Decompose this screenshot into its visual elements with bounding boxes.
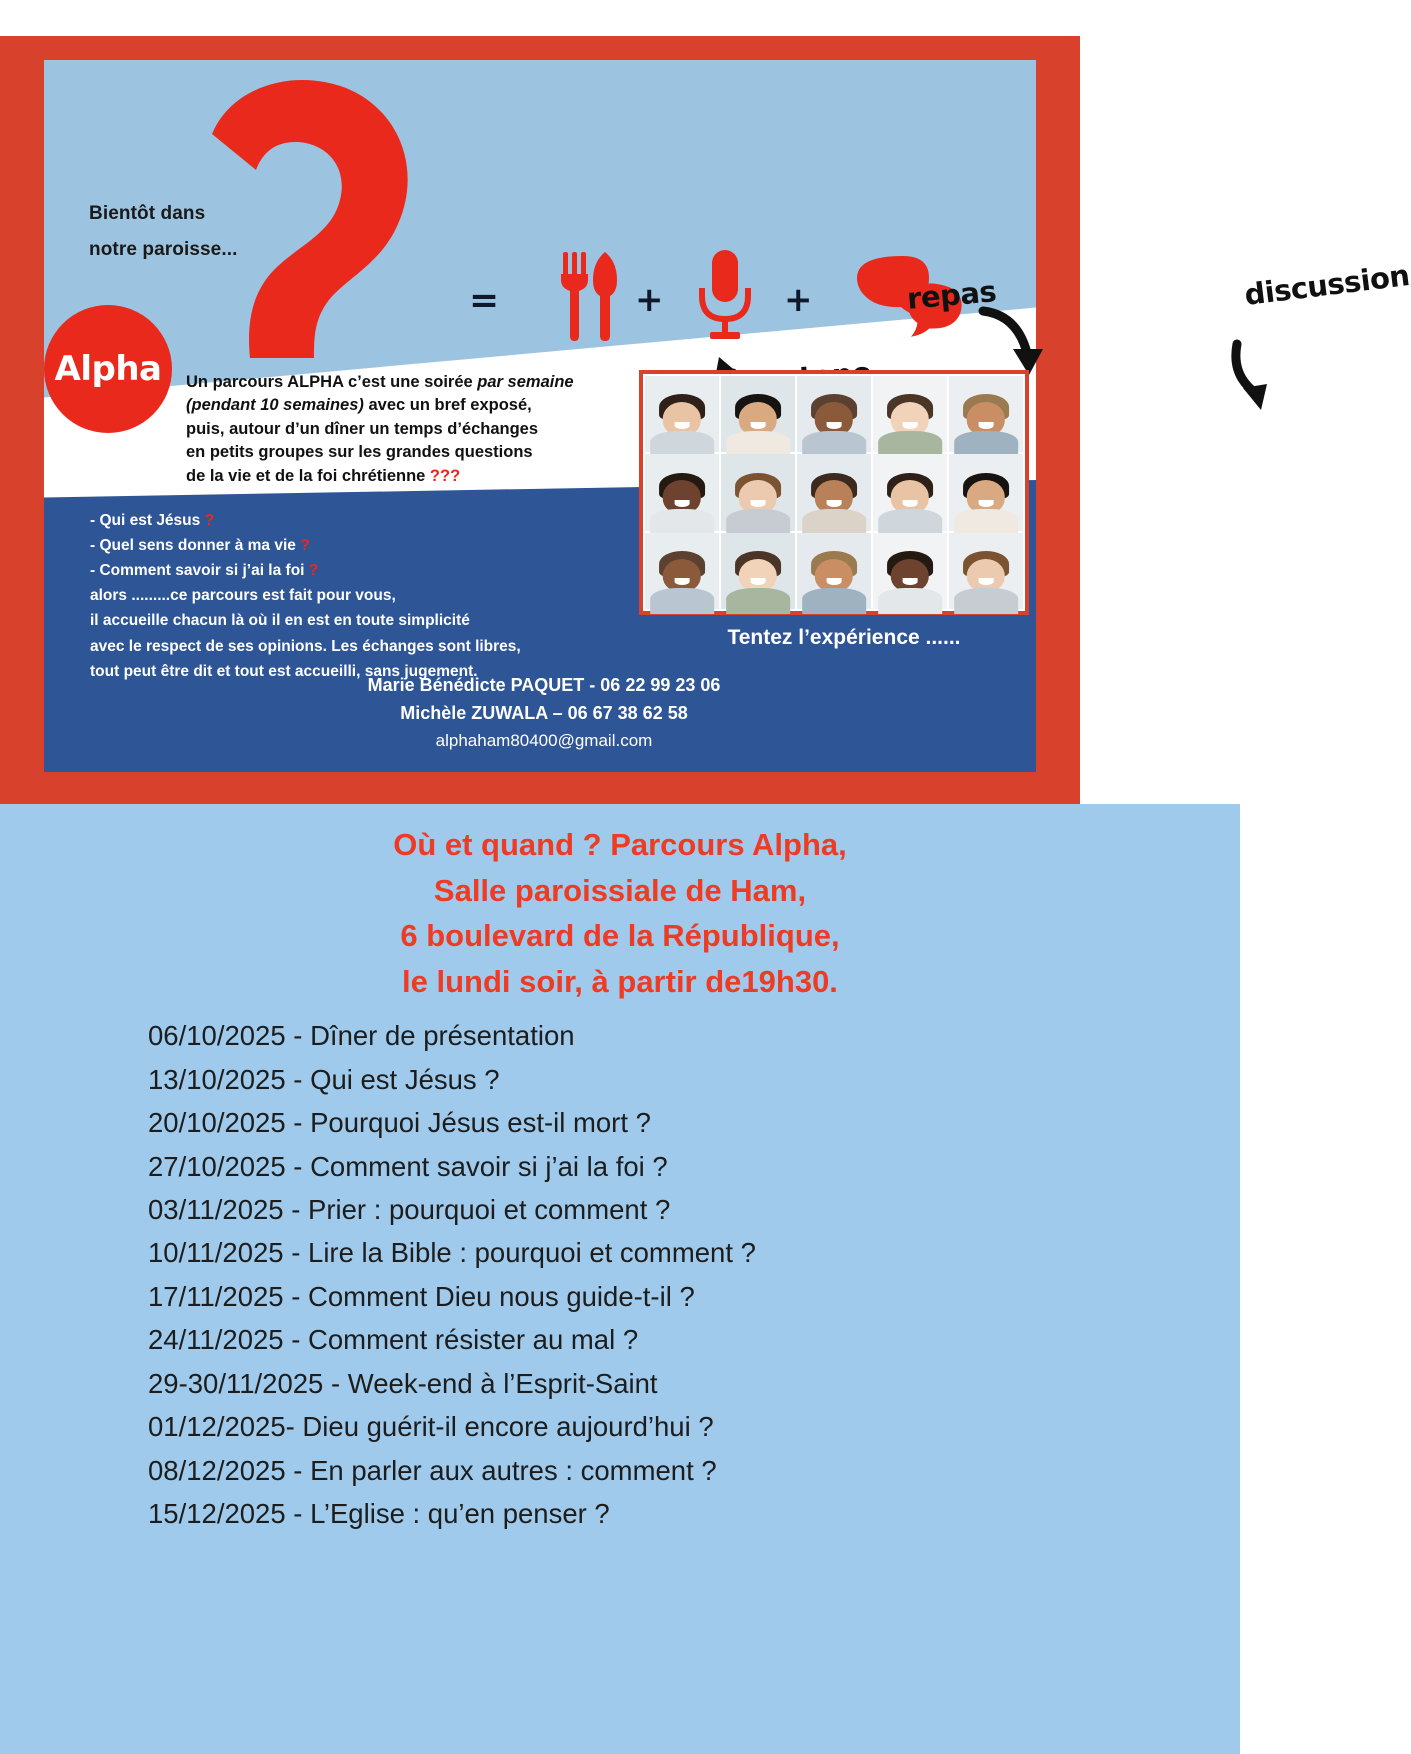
participant-photo xyxy=(873,376,947,452)
session-item: 27/10/2025 - Comment savoir si j’ai la foi ? xyxy=(148,1150,668,1182)
session-item: 01/12/2025- Dieu guérit-il encore aujourd’hui ? xyxy=(148,1411,714,1443)
teaser-line-2: notre paroisse... xyxy=(89,239,238,261)
question-mark: ? xyxy=(300,537,310,555)
participant-photo xyxy=(873,533,947,609)
headline-line: Salle paroissiale de Ham, xyxy=(433,872,807,908)
intro-line-1b: par semaine xyxy=(477,373,574,391)
participant-photo xyxy=(721,376,795,452)
question-mark: ? xyxy=(204,512,215,529)
questions-block xyxy=(90,508,650,684)
contact-person-2: Michèle ZUWALA – 06 67 38 62 58 xyxy=(400,702,688,723)
session-item: 13/10/2025 - Qui est Jésus ? xyxy=(148,1063,500,1095)
participant-photo xyxy=(645,376,719,452)
intro-line-2b: avec un bref exposé, xyxy=(363,396,532,415)
headline-line: Où et quand ? Parcours Alpha, xyxy=(393,827,847,862)
session-item: 06/10/2025 - Dîner de présentation xyxy=(148,1020,575,1052)
body-line: il accueille chacun là où il en est en toute simplicité xyxy=(90,612,470,630)
schedule-headline xyxy=(0,822,1240,1004)
question-item xyxy=(90,558,650,583)
intro-line-5 xyxy=(186,465,606,488)
intro-line-1 xyxy=(186,371,606,394)
label-repas: repas xyxy=(905,274,998,316)
plus-sign-2: + xyxy=(784,280,813,320)
headline-line: 6 boulevard de la République, xyxy=(400,918,840,954)
session-item: 15/12/2025 - L’Eglise : qu’en penser ? xyxy=(148,1498,610,1530)
body-line: avec le respect de ses opinions. Les échanges sont libres, xyxy=(90,637,521,655)
participant-photo xyxy=(645,533,719,609)
plus-sign-1: + xyxy=(635,280,664,320)
label-discussion: discussion xyxy=(1242,258,1411,312)
session-date-list xyxy=(0,1014,1240,1535)
body-line: tout peut être dit et tout est accueilli, sans jugement. xyxy=(90,662,478,680)
intro-paragraph xyxy=(186,371,606,488)
intro-line-2a: (pendant 10 semaines) xyxy=(186,396,364,415)
participant-photo xyxy=(797,533,871,609)
tentez-caption: Tentez l’expérience ...... xyxy=(727,626,961,649)
body-line: alors .........ce parcours est fait pour vous, xyxy=(90,587,396,605)
alpha-logo-text: Alpha xyxy=(54,349,162,389)
alpha-logo xyxy=(44,305,172,433)
session-item: 17/11/2025 - Comment Dieu nous guide-t-il ? xyxy=(148,1280,695,1312)
session-item: 20/10/2025 - Pourquoi Jésus est-il mort ? xyxy=(148,1107,651,1139)
question-text: - Qui est Jésus xyxy=(90,512,205,529)
participant-photo xyxy=(645,454,719,530)
microphone-icon xyxy=(694,248,756,349)
question-text: - Comment savoir si j’ai la foi xyxy=(90,562,309,580)
flyer-panel xyxy=(44,60,1411,772)
participant-photo xyxy=(797,454,871,530)
contact-email[interactable]: alphaham80400@gmail.com xyxy=(435,730,653,750)
headline-line: le lundi soir, à partir de19h30. xyxy=(402,963,838,999)
question-mark: ? xyxy=(308,562,319,580)
intro-line-1a: Un parcours ALPHA c’est une soirée xyxy=(186,373,478,391)
participant-photo xyxy=(797,376,871,452)
intro-line-4: en petits groupes sur les grandes questions xyxy=(186,443,533,462)
session-item: 08/12/2025 - En parler aux autres : comment ? xyxy=(148,1454,717,1486)
participant-photo xyxy=(949,376,1023,452)
equals-sign: = xyxy=(469,280,500,321)
intro-line-5a: de la vie et de la foi chrétienne xyxy=(186,466,430,485)
intro-line-3: puis, autour d’un dîner un temps d’échanges xyxy=(186,419,539,438)
participant-photo xyxy=(721,454,795,530)
question-item xyxy=(90,508,650,533)
arrow-to-discussion-icon xyxy=(1229,340,1289,425)
schedule-section xyxy=(0,804,1240,1754)
intro-triple-question: ??? xyxy=(429,466,461,485)
question-item xyxy=(90,533,650,558)
question-text: - Quel sens donner à ma vie xyxy=(90,537,301,555)
formula-row xyxy=(469,200,1411,340)
contact-block xyxy=(164,672,924,754)
session-item: 24/11/2025 - Comment résister au mal ? xyxy=(148,1324,639,1356)
participant-photo xyxy=(721,533,795,609)
teaser-line-1: Bientôt dans xyxy=(89,203,206,224)
participant-photo xyxy=(873,454,947,530)
intro-line-2 xyxy=(186,394,606,417)
session-item: 10/11/2025 - Lire la Bible : pourquoi et comment ? xyxy=(148,1237,756,1269)
contact-person-1: Marie Bénédicte PAQUET - 06 22 99 23 06 xyxy=(367,675,721,695)
session-item: 29-30/11/2025 - Week-end à l’Esprit-Saint xyxy=(148,1367,658,1399)
participants-photo-grid xyxy=(639,370,1029,615)
session-item: 03/11/2025 - Prier : pourquoi et comment ? xyxy=(148,1194,671,1225)
teaser-text xyxy=(89,196,237,268)
participant-photo xyxy=(949,533,1023,609)
participant-photo xyxy=(949,454,1023,530)
cutlery-icon xyxy=(559,250,625,347)
